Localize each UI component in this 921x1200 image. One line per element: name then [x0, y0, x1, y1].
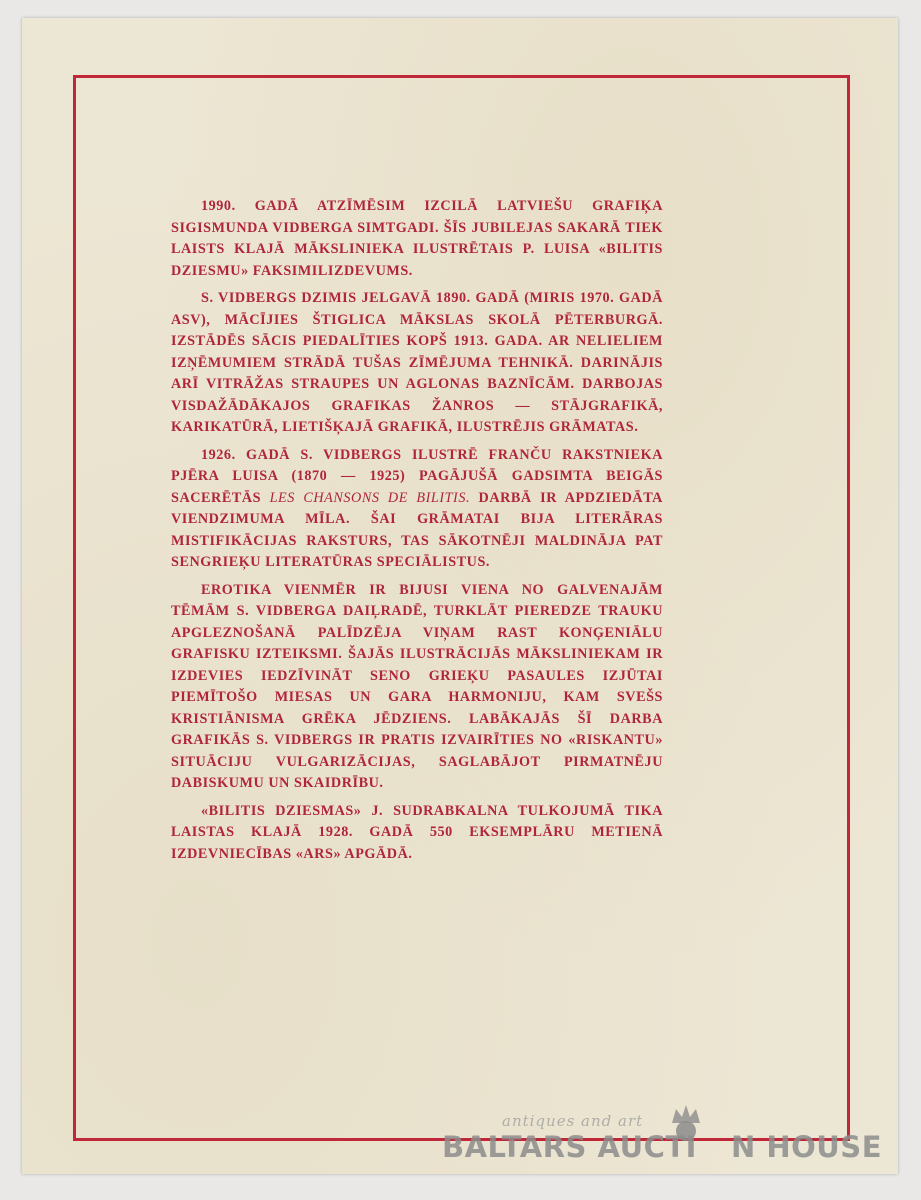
paragraph-3-end: DARBĀ IR APDZIEDĀTA VIENDZIMUMA MĪLA. ŠAI GRĀMATAI BIJA LITERĀRAS MISTIFIKĀCIJAS RAKSTURS, TAS SĀKOTNĒJI MALDINĀJA PAT SENGRIEĶU LITERATŪRAS SPECIĀLISTUS.: [171, 489, 663, 570]
cover-text: [171, 196, 663, 871]
paragraph-3-start: 1926. GADĀ S. VIDBERGS ILUSTRĒ FRANČU RAKSTNIEKA PJĒRA LUISA (1870 — 1925) PAGĀJUŠĀ GADSIMTA BEIGĀS SACERĒTĀS: [171, 446, 663, 506]
paragraph-5: «BILITIS DZIESMAS» J. SUDRABKALNA TULKOJUMĀ TIKA LAISTAS KLAJĀ 1928. GADĀ 550 EKSEMPLĀRU METIENĀ IZDEVNIECĪBAS «ARS» APGĀDĀ.: [171, 802, 663, 862]
paragraph-1: 1990. GADĀ ATZĪMĒSIM IZCILĀ LATVIEŠU GRAFIĶA SIGISMUNDA VIDBERGA SIMTGADI. ŠĪS JUBILEJAS SAKARĀ TIEK LAISTS KLAJĀ MĀKSLINIEKA ILUSTRĒTAIS P. LUISA «BILITIS DZIESMU» FAKSIMILIZDEVUMS.: [171, 198, 663, 279]
paragraph-4: EROTIKA VIENMĒR IR BIJUSI VIENA NO GALVENAJĀM TĒMĀM S. VIDBERGA DAIĻRADĒ, TURKLĀT PIEREDZE TRAUKU APGLEZNOŠANĀ PALĪDZĒJA VIŅAM RAST KONĢENIĀLU GRAFISKU IZTEIKSMI. ŠAJĀS ILUSTRĀCIJĀS MĀKSLINIEKAM IR IZDEVIES IEDZĪVINĀT SENO GRIEĶU PASAULES IZJŪTAI PIEMĪTOŠO MIESAS UN GARA HARMONIJU, KAM SVEŠS KRISTIĀNISMA GRĒKA JĒDZIENS. LABĀKAJĀS ŠĪ DARBA GRAFIKĀS S. VIDBERGS IR PRATIS IZVAIRĪTIES NO «RISKANTU» SITUĀCIJU VULGARIZĀCIJAS, SAGLABĀJOT PIRMATNĒJU DABISKUMU UN SKAIDRĪBU.: [171, 581, 663, 791]
watermark-name-part2: N HOUSE: [730, 1130, 883, 1164]
watermark-tagline: antiques and art: [502, 1112, 644, 1130]
watermark-name-part1: BALTARS AUCTI: [442, 1130, 697, 1164]
book-title-italic: LES CHANSONS DE BILITIS.: [269, 489, 471, 506]
paragraph-3: [171, 445, 663, 574]
book-back-cover: [22, 18, 898, 1174]
paragraph-2: S. VIDBERGS DZIMIS JELGAVĀ 1890. GADĀ (MIRIS 1970. GADĀ ASV), MĀCĪJIES ŠTIGLICA MĀKSLAS SKOLĀ PĒTERBURGĀ. IZSTĀDĒS SĀCIS PIEDALĪTIES KOPŠ 1913. GADA. AR NELIELIEM IZŅĒMUMIEM STRĀDĀ TUŠAS ZĪMĒJUMA TEHNIKĀ. DARINĀJIS ARĪ VITRĀŽAS STRAUPES UN AGLONAS BAZNĪCĀM. DARBOJAS VISDAŽĀDĀKAJOS GRAFIKAS ŽANROS — STĀJGRAFIKĀ, KARIKATŪRĀ, LIETIŠĶAJĀ GRAFIKĀ, ILUSTRĒJIS GRĀMATAS.: [171, 290, 663, 435]
watermark-logo: [442, 1130, 882, 1164]
